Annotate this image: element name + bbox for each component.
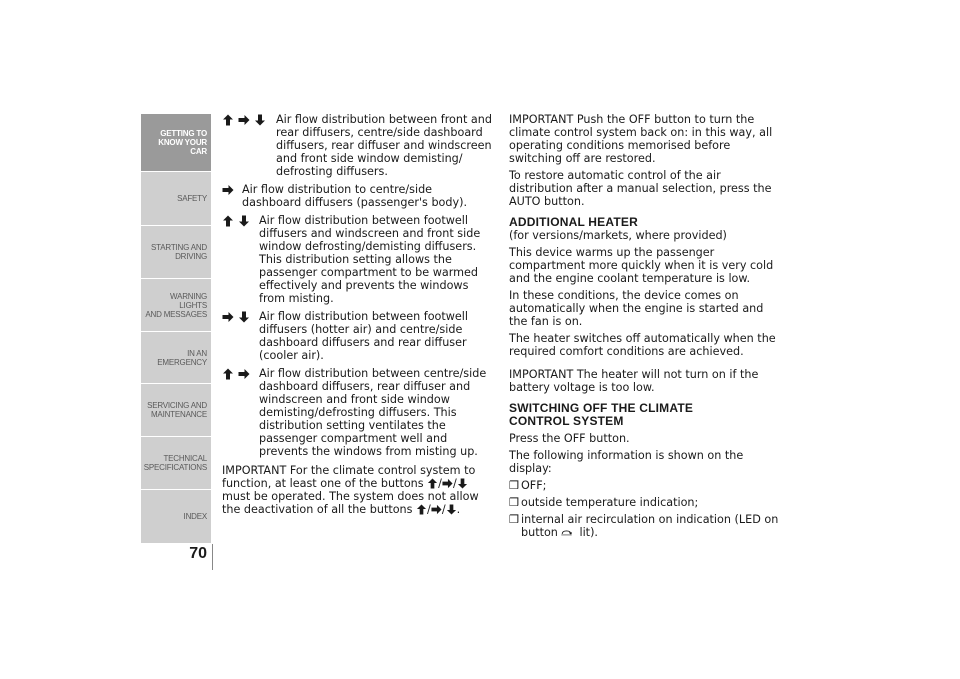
display-info-text: The following information is shown on the display: xyxy=(509,449,744,475)
airflow-right-icon xyxy=(442,478,453,489)
list-item: ❒ outside temperature indication; xyxy=(509,496,699,509)
tab-safety[interactable]: SAFETY xyxy=(141,171,211,225)
heater-text-1: This device warms up the passenger compartment more quickly when it is very cold and the engine coolant temperature is low. xyxy=(509,246,774,285)
airflow-down-icon xyxy=(446,504,457,515)
airflow-down-icon xyxy=(238,215,250,227)
tab-getting-to-know-your-car[interactable]: GETTING TO KNOW YOUR CAR xyxy=(141,113,211,171)
list-item: ❒ internal air recirculation on indication (LED on button lit). xyxy=(509,513,779,539)
airflow-down-icon xyxy=(238,311,250,323)
airflow-icons xyxy=(222,310,259,323)
airflow-right-icon xyxy=(431,504,442,515)
additional-heater-subheading: (for versions/markets, where provided) xyxy=(509,229,727,242)
airflow-description: Air flow distribution between footwell diffusers and windscreen and front side window defrosting/demisting diffusers. This distribution setting allows the passenger compartment to be warmed effectively and prevents the windows from misting. xyxy=(259,214,481,305)
airflow-icons xyxy=(222,214,259,227)
tab-in-an-emergency[interactable]: IN AN EMERGENCY xyxy=(141,331,211,383)
right-column xyxy=(509,113,779,543)
airflow-entry xyxy=(222,113,492,178)
airflow-up-icon xyxy=(416,504,427,515)
tab-starting-and-driving[interactable]: STARTING AND DRIVING xyxy=(141,225,211,278)
recirculation-icon xyxy=(561,527,579,538)
airflow-entry xyxy=(222,183,492,209)
airflow-description: Air flow distribution between footwell diffusers (hotter air) and centre/side dashboard diffusers and rear diffuser (cooler air). xyxy=(259,310,469,362)
tab-servicing-and-maintenance[interactable]: SERVICING AND MAINTENANCE xyxy=(141,383,211,436)
airflow-description: Air flow distribution to centre/side dashboard diffusers (passenger's body). xyxy=(242,183,468,209)
airflow-entry xyxy=(222,310,492,362)
left-column xyxy=(222,113,492,520)
airflow-up-icon xyxy=(222,215,234,227)
airflow-right-icon xyxy=(238,114,250,126)
airflow-down-icon xyxy=(457,478,468,489)
press-off-text: Press the OFF button. xyxy=(509,432,630,445)
airflow-right-icon xyxy=(238,368,250,380)
airflow-description: Air flow distribution between front and rear diffusers, centre/side dashboard diffusers, rear diffuser and windscreen and front side window demisting/ defrosting diffusers. xyxy=(276,113,492,178)
airflow-description: Air flow distribution between centre/side dashboard diffusers, rear diffuser and windscreen and front side window demisting/defrosting diffusers. This distribution setting ventilates the passenger compartment well and prevents the windows from misting up. xyxy=(259,367,487,458)
airflow-icons xyxy=(222,113,276,126)
airflow-up-icon xyxy=(222,114,234,126)
airflow-icons xyxy=(222,367,259,380)
airflow-right-icon xyxy=(222,311,234,323)
important-off-button: IMPORTANT Push the OFF button to turn the climate control system back on: in this way, all operating conditions memorised before switching off are restored. xyxy=(509,113,773,165)
airflow-up-icon xyxy=(222,368,234,380)
airflow-entry xyxy=(222,214,492,305)
airflow-icons xyxy=(222,183,242,196)
airflow-up-icon xyxy=(427,478,438,489)
list-item: ❒ OFF; xyxy=(509,479,547,492)
heater-important: IMPORTANT The heater will not turn on if the battery voltage is too low. xyxy=(509,368,759,394)
heater-text-2: In these conditions, the device comes on automatically when the engine is started and the fan is on. xyxy=(509,289,764,328)
page-number: 70 xyxy=(189,545,207,562)
restore-auto-text: To restore automatic control of the air distribution after a manual selection, press the AUTO button. xyxy=(509,169,772,208)
airflow-entry xyxy=(222,367,492,458)
airflow-right-icon xyxy=(222,184,234,196)
tab-index[interactable]: INDEX xyxy=(141,489,211,543)
tab-warning-lights-and-messages[interactable]: WARNING LIGHTS AND MESSAGES xyxy=(141,278,211,331)
important-note-buttons: IMPORTANT For the climate control system to function, at least one of the buttons / / must be operated. The system does not allow the deactivation of all the buttons / / . xyxy=(222,464,479,516)
page-number-rule xyxy=(212,544,213,570)
heater-text-3: The heater switches off automatically when the required comfort conditions are achieved. xyxy=(509,332,776,358)
tab-technical-specifications[interactable]: TECHNICAL SPECIFICATIONS xyxy=(141,436,211,489)
airflow-down-icon xyxy=(254,114,266,126)
switching-off-heading: SWITCHING OFF THE CLIMATE CONTROL SYSTEM xyxy=(509,401,694,428)
additional-heater-heading: ADDITIONAL HEATER xyxy=(509,215,638,229)
